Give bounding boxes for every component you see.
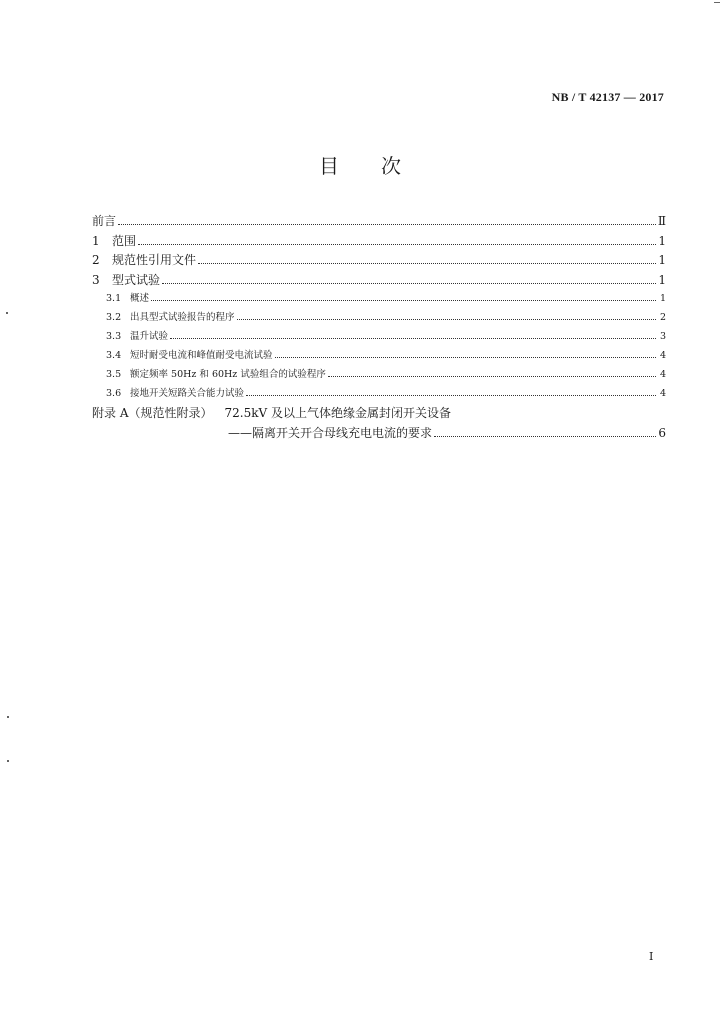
toc-entry-number: 1 [92, 233, 100, 248]
toc-entry-page: 1 [659, 293, 666, 304]
toc-entry-text: 前言 [92, 214, 117, 228]
toc-entry-text: 出具型式试验报告的程序 [130, 312, 235, 323]
toc-entry-appendix-a-subtitle[interactable] [92, 424, 666, 444]
appendix-title-line1: 72.5kV 及以上气体绝缘金属封闭开关设备 [224, 406, 451, 420]
appendix-title-line2: ——隔离开关开合母线充电电流的要求 [228, 425, 433, 440]
dot-leader [246, 395, 656, 396]
toc-entry-text: 规范性引用文件 [112, 253, 197, 267]
page-title: 目次 [319, 154, 443, 178]
toc-entry-text: 短时耐受电流和峰值耐受电流试验 [130, 350, 273, 361]
toc-entry-page: Ⅱ [657, 214, 666, 228]
toc-entry-page: 6 [658, 425, 666, 440]
toc-entry-page: 4 [659, 369, 666, 380]
scan-speck [6, 312, 8, 314]
toc-entry-3-5[interactable] [92, 366, 666, 385]
dot-leader [198, 263, 656, 264]
scan-speck [7, 760, 9, 762]
toc-entry-page: 3 [659, 331, 666, 342]
toc-entry-3-2[interactable] [92, 309, 666, 328]
scan-edge-mark [714, 2, 720, 3]
toc-entry-number: 3.1 [106, 293, 122, 304]
dot-leader [434, 436, 656, 437]
toc-entry-page: 2 [659, 312, 666, 323]
dot-leader [118, 224, 656, 225]
toc-entry-type-tests[interactable] [92, 271, 666, 291]
toc-entry-number: 2 [92, 253, 100, 267]
dot-leader [170, 338, 656, 339]
standard-number: NB / T 42137 — 2017 [551, 90, 664, 104]
dot-leader [237, 319, 656, 320]
toc-entry-text: 接地开关短路关合能力试验 [130, 388, 245, 399]
toc-entry-number: 3.4 [106, 350, 122, 361]
toc-entry-number: 3.6 [106, 388, 122, 399]
toc-entry-text: 额定频率 50Hz 和 60Hz 试验组合的试验程序 [130, 369, 326, 380]
appendix-label: 附录 A（规范性附录） [92, 406, 213, 420]
dot-leader [138, 244, 656, 245]
toc-entry-page: 1 [658, 233, 666, 248]
toc-entry-3-6[interactable] [92, 385, 666, 404]
toc-entry-text: 型式试验 [112, 272, 161, 287]
toc-entry-3-1[interactable] [92, 290, 666, 309]
toc-entry-number: 3.5 [106, 369, 122, 380]
toc-entry-text: 概述 [130, 293, 150, 304]
toc-entry-page: 1 [658, 272, 666, 287]
toc-entry-number: 3.3 [106, 331, 122, 342]
dot-leader [151, 300, 656, 301]
toc-entry-3-3[interactable] [92, 328, 666, 347]
scan-speck [7, 716, 9, 718]
toc-entry-page: 4 [659, 350, 666, 361]
toc-entry-page: 1 [658, 253, 666, 267]
toc-entry-scope[interactable] [92, 232, 666, 252]
toc-entry-page: 4 [659, 388, 666, 399]
toc-entry-normative-references[interactable] [92, 251, 666, 271]
dot-leader [162, 283, 656, 284]
page-number: I [649, 950, 654, 963]
toc-entry-foreword[interactable] [92, 212, 666, 232]
dot-leader [328, 376, 656, 377]
dot-leader [275, 357, 656, 358]
toc-entry-text: 温升试验 [130, 331, 169, 342]
toc-entry-appendix-a[interactable] [92, 404, 666, 424]
table-of-contents [92, 212, 666, 443]
toc-entry-text: 范围 [112, 233, 137, 248]
toc-entry-number: 3.2 [106, 312, 122, 323]
toc-entry-number: 3 [92, 272, 100, 287]
toc-entry-3-4[interactable] [92, 347, 666, 366]
